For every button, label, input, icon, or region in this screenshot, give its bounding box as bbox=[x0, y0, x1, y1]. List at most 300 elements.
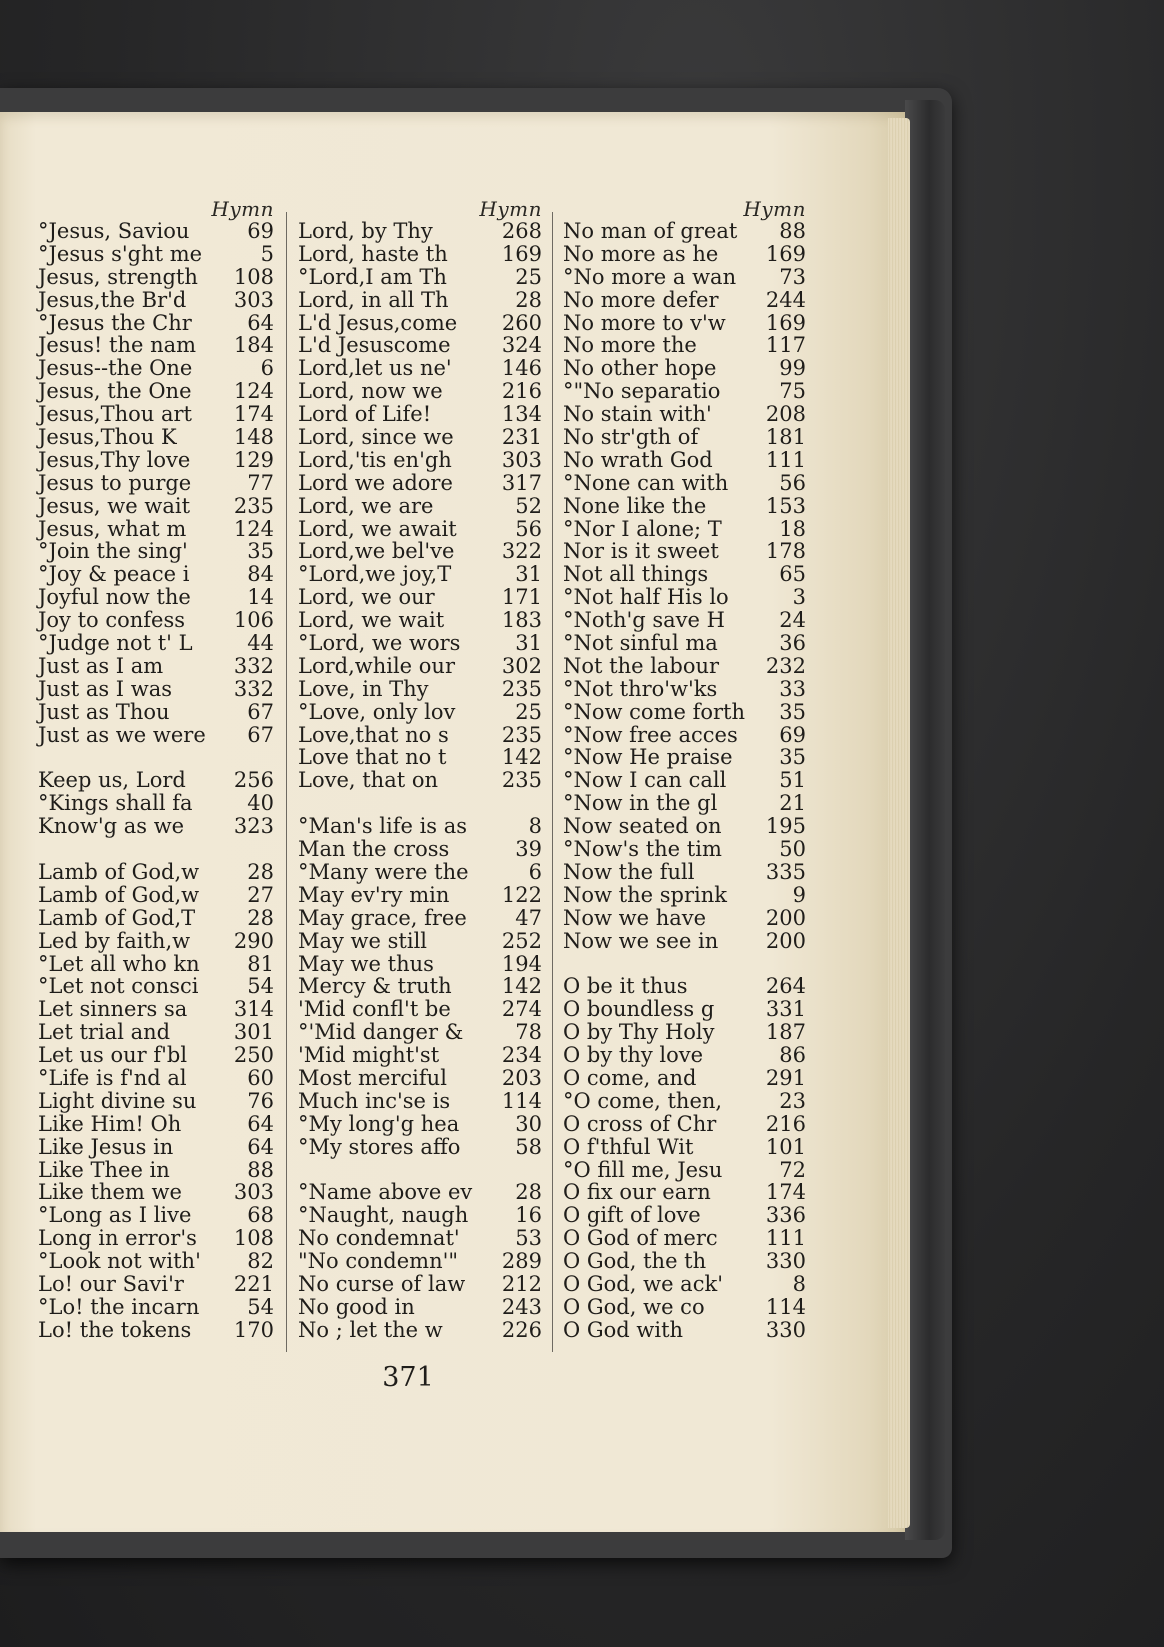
index-entry bbox=[38, 1204, 274, 1227]
hymn-number: 88 bbox=[779, 219, 806, 243]
first-line-text: °Jesus the Chr bbox=[38, 310, 192, 335]
hymn-number: 58 bbox=[515, 1134, 542, 1159]
hymn-number: 290 bbox=[233, 928, 274, 953]
index-entry bbox=[38, 1067, 274, 1090]
first-line-text: Lord, by Thy bbox=[298, 219, 433, 243]
index-entry bbox=[298, 1250, 542, 1273]
index-entry bbox=[563, 1273, 806, 1296]
index-entry bbox=[298, 1204, 542, 1227]
first-line-text: "No condemn'" bbox=[298, 1249, 459, 1274]
hymn-number: 64 bbox=[247, 1111, 274, 1136]
index-entry bbox=[298, 1090, 542, 1113]
hymn-number: 99 bbox=[779, 356, 806, 381]
index-entry bbox=[563, 586, 806, 609]
index-entry bbox=[563, 609, 806, 632]
index-entry bbox=[563, 792, 806, 815]
hymn-number: 195 bbox=[765, 814, 806, 839]
first-line-text: °Lord,I am Th bbox=[298, 264, 447, 289]
first-line-text: Lord of Life! bbox=[298, 402, 432, 427]
hymn-number: 174 bbox=[233, 402, 274, 427]
first-line-text: °Nor I alone; T bbox=[563, 516, 722, 541]
first-line-text: Jesus to purge bbox=[38, 470, 192, 495]
section-gap bbox=[298, 792, 542, 815]
hymn-number: 14 bbox=[247, 585, 274, 610]
index-entry bbox=[563, 746, 806, 769]
first-line-text: Lord, in all Th bbox=[298, 287, 449, 312]
first-line-text: Jesus, the One bbox=[38, 379, 192, 404]
first-line-text: °No more a wan bbox=[563, 264, 737, 289]
index-entry bbox=[38, 609, 274, 632]
first-line-text: Jesus,the Br'd bbox=[38, 287, 187, 312]
first-line-text: Lamb of God,w bbox=[38, 882, 200, 907]
hymn-number: 174 bbox=[765, 1180, 806, 1205]
hymn-number: 73 bbox=[779, 264, 806, 289]
hymn-number: 208 bbox=[765, 402, 806, 427]
index-entry bbox=[563, 1159, 806, 1182]
first-line-text: Just as Thou bbox=[38, 699, 170, 724]
first-line-text: °O come, then, bbox=[563, 1088, 723, 1113]
index-entry bbox=[563, 815, 806, 838]
first-line-text: °Life is f'nd al bbox=[38, 1065, 187, 1090]
first-line-text: °Now I can call bbox=[563, 768, 727, 793]
first-line-text: No good in bbox=[298, 1294, 415, 1319]
first-line-text: °Not thro'w'ks bbox=[563, 676, 718, 701]
index-entry bbox=[563, 243, 806, 266]
first-line-text: Lord, since we bbox=[298, 425, 454, 450]
first-line-text: Jesus,Thou K bbox=[38, 425, 177, 450]
first-line-text: Just as I am bbox=[38, 653, 164, 678]
index-entry bbox=[298, 975, 542, 998]
hymn-number: 64 bbox=[247, 1134, 274, 1159]
index-entry bbox=[563, 334, 806, 357]
index-entry bbox=[38, 907, 274, 930]
index-entry bbox=[38, 312, 274, 335]
index-entry bbox=[563, 1021, 806, 1044]
hymn-number: 124 bbox=[233, 516, 274, 541]
first-line-text: °Not sinful ma bbox=[563, 631, 718, 656]
index-entry bbox=[38, 975, 274, 998]
first-line-text: O fix our earn bbox=[563, 1180, 711, 1205]
first-line-text: °O fill me, Jesu bbox=[563, 1157, 723, 1182]
index-entry bbox=[298, 495, 542, 518]
hymn-number: 301 bbox=[233, 1020, 274, 1045]
index-entry bbox=[563, 426, 806, 449]
first-line-text: O gift of love bbox=[563, 1203, 701, 1228]
hymn-number: 8 bbox=[528, 814, 542, 839]
hymn-number: 169 bbox=[501, 241, 542, 266]
hymn-number: 203 bbox=[501, 1065, 542, 1090]
first-line-text: 'Mid might'st bbox=[298, 1043, 440, 1068]
first-line-text: O God of merc bbox=[563, 1226, 718, 1251]
first-line-text: Joyful now the bbox=[38, 585, 191, 610]
hymn-number: 332 bbox=[233, 676, 274, 701]
first-line-text: O God, the th bbox=[563, 1249, 707, 1274]
hymn-number: 81 bbox=[247, 951, 274, 976]
hymn-number: 77 bbox=[247, 470, 274, 495]
index-entry bbox=[38, 632, 274, 655]
first-line-text: Much inc'se is bbox=[298, 1088, 451, 1113]
hymn-number: 72 bbox=[779, 1157, 806, 1182]
index-entry bbox=[563, 632, 806, 655]
index-column-3 bbox=[563, 198, 806, 1342]
index-entry bbox=[38, 724, 274, 747]
hymn-number: 31 bbox=[515, 631, 542, 656]
hymn-number: 200 bbox=[765, 928, 806, 953]
hymn-number: 30 bbox=[515, 1111, 542, 1136]
first-line-text: No condemnat' bbox=[298, 1226, 460, 1251]
first-line-text: °None can with bbox=[563, 470, 729, 495]
first-line-text: °Many were the bbox=[298, 859, 469, 884]
index-entry bbox=[298, 518, 542, 541]
index-entry bbox=[38, 266, 274, 289]
index-entry bbox=[298, 266, 542, 289]
first-line-text: O f'thful Wit bbox=[563, 1134, 694, 1159]
hymn-number: 302 bbox=[501, 653, 542, 678]
index-entry bbox=[298, 312, 542, 335]
hymn-number: 9 bbox=[792, 882, 806, 907]
hymn-number: 226 bbox=[501, 1317, 542, 1342]
hymn-number: 3 bbox=[792, 585, 806, 610]
hymn-number: 184 bbox=[233, 333, 274, 358]
first-line-text: °Joy & peace i bbox=[38, 562, 190, 587]
hymn-number: 39 bbox=[515, 837, 542, 862]
first-line-text: Lo! our Savi'r bbox=[38, 1271, 184, 1296]
index-entry bbox=[38, 769, 274, 792]
section-gap bbox=[38, 746, 274, 769]
first-line-text: °Let all who kn bbox=[38, 951, 200, 976]
first-line-text: No curse of law bbox=[298, 1271, 466, 1296]
index-entry bbox=[38, 495, 274, 518]
hymn-number: 54 bbox=[247, 974, 274, 999]
first-line-text: Jesus! the nam bbox=[38, 333, 197, 358]
hymn-number: 231 bbox=[501, 425, 542, 450]
index-entry bbox=[563, 838, 806, 861]
hymn-number: 21 bbox=[779, 791, 806, 816]
first-line-text: No str'gth of bbox=[563, 425, 699, 450]
hymn-number: 31 bbox=[515, 562, 542, 587]
index-entry bbox=[563, 1044, 806, 1067]
first-line-text: °Naught, naugh bbox=[298, 1203, 469, 1228]
first-line-text: Jesus,Thou art bbox=[38, 402, 192, 427]
first-line-text: Man the cross bbox=[298, 837, 450, 862]
index-entry bbox=[563, 380, 806, 403]
first-line-text: Like Him! Oh bbox=[38, 1111, 182, 1136]
index-entry bbox=[563, 540, 806, 563]
index-entry bbox=[38, 472, 274, 495]
index-entry bbox=[38, 1090, 274, 1113]
hymn-number: 235 bbox=[501, 722, 542, 747]
index-entry bbox=[298, 655, 542, 678]
hymn-number: 18 bbox=[779, 516, 806, 541]
index-entry bbox=[298, 769, 542, 792]
hymn-number: 114 bbox=[501, 1088, 542, 1113]
first-line-text: Just as we were bbox=[38, 722, 206, 747]
index-entry bbox=[298, 289, 542, 312]
index-entry bbox=[298, 243, 542, 266]
first-line-text: Like them we bbox=[38, 1180, 182, 1205]
page-stack-edge bbox=[888, 118, 910, 1528]
hymn-number: 35 bbox=[247, 539, 274, 564]
index-entry bbox=[38, 1250, 274, 1273]
index-entry bbox=[38, 1113, 274, 1136]
first-line-text: Now we have bbox=[563, 905, 707, 930]
index-entry bbox=[38, 701, 274, 724]
hymn-number: 64 bbox=[247, 310, 274, 335]
first-line-text: Lord, we are bbox=[298, 493, 434, 518]
hymn-number: 50 bbox=[779, 837, 806, 862]
index-entry bbox=[38, 1159, 274, 1182]
hymn-number: 146 bbox=[501, 356, 542, 381]
index-entry bbox=[38, 1319, 274, 1342]
index-entry bbox=[298, 701, 542, 724]
hymn-number: 78 bbox=[515, 1020, 542, 1045]
hymn-number: 67 bbox=[247, 722, 274, 747]
first-line-text: Lord, we await bbox=[298, 516, 457, 541]
first-line-text: °Now He praise bbox=[563, 745, 733, 770]
first-line-text: Lord, haste th bbox=[298, 241, 448, 266]
hymn-number: 33 bbox=[779, 676, 806, 701]
index-entry bbox=[38, 403, 274, 426]
hymn-number: 142 bbox=[501, 974, 542, 999]
index-entry bbox=[38, 449, 274, 472]
first-line-text: Let trial and bbox=[38, 1020, 171, 1045]
first-line-text: O by Thy Holy bbox=[563, 1020, 715, 1045]
first-line-text: Jesus, we wait bbox=[38, 493, 191, 518]
first-line-text: L'd Jesuscome bbox=[298, 333, 451, 358]
first-line-text: °Now's the tim bbox=[563, 837, 722, 862]
index-entry bbox=[298, 861, 542, 884]
hymn-number: 216 bbox=[501, 379, 542, 404]
index-entry bbox=[563, 449, 806, 472]
index-column-2 bbox=[298, 198, 542, 1342]
first-line-text: Jesus, strength bbox=[38, 264, 198, 289]
hymn-number: 322 bbox=[501, 539, 542, 564]
first-line-text: Love, that on bbox=[298, 768, 438, 793]
hymn-number: 243 bbox=[501, 1294, 542, 1319]
index-entry bbox=[298, 724, 542, 747]
index-entry bbox=[298, 403, 542, 426]
hymn-number: 111 bbox=[765, 447, 806, 472]
index-entry bbox=[563, 403, 806, 426]
hymn-number: 291 bbox=[765, 1065, 806, 1090]
index-entry bbox=[298, 1136, 542, 1159]
index-entry bbox=[38, 815, 274, 838]
first-line-text: No more to v'w bbox=[563, 310, 726, 335]
first-line-text: °Look not with' bbox=[38, 1249, 201, 1274]
index-entry bbox=[38, 792, 274, 815]
index-entry bbox=[298, 357, 542, 380]
index-entry bbox=[38, 334, 274, 357]
first-line-text: No stain with' bbox=[563, 402, 712, 427]
hymn-number: 69 bbox=[779, 722, 806, 747]
first-line-text: Lord,we bel've bbox=[298, 539, 455, 564]
index-entry bbox=[563, 495, 806, 518]
hymn-number: 235 bbox=[501, 768, 542, 793]
first-line-text: °My long'g hea bbox=[298, 1111, 460, 1136]
first-line-text: No more the bbox=[563, 333, 697, 358]
index-entry bbox=[38, 357, 274, 380]
first-line-text: Keep us, Lord bbox=[38, 768, 186, 793]
hymn-number: 252 bbox=[501, 928, 542, 953]
hymn-number: 170 bbox=[233, 1317, 274, 1342]
hymn-number: 44 bbox=[247, 631, 274, 656]
first-line-text: Lord,while our bbox=[298, 653, 455, 678]
first-line-text: Love, in Thy bbox=[298, 676, 429, 701]
first-line-text: Most merciful bbox=[298, 1065, 447, 1090]
first-line-text: °Name above ev bbox=[298, 1180, 473, 1205]
hymn-number: 111 bbox=[765, 1226, 806, 1251]
hymn-number: 336 bbox=[765, 1203, 806, 1228]
index-entry bbox=[298, 1021, 542, 1044]
hymn-number: 76 bbox=[247, 1088, 274, 1113]
index-entry bbox=[298, 953, 542, 976]
hymn-number: 28 bbox=[515, 287, 542, 312]
hymn-number: 264 bbox=[765, 974, 806, 999]
hymn-number: 323 bbox=[233, 814, 274, 839]
first-line-text: °Love, only lov bbox=[298, 699, 456, 724]
hymn-number: 221 bbox=[233, 1271, 274, 1296]
index-entry bbox=[563, 1067, 806, 1090]
index-entry bbox=[298, 632, 542, 655]
first-line-text: Lord,'tis en'gh bbox=[298, 447, 452, 472]
index-entry bbox=[298, 563, 542, 586]
index-entry bbox=[563, 1296, 806, 1319]
first-line-text: °Now free acces bbox=[563, 722, 738, 747]
first-line-text: Mercy & truth bbox=[298, 974, 452, 999]
hymn-number: 56 bbox=[779, 470, 806, 495]
index-entry bbox=[38, 289, 274, 312]
hymn-number: 178 bbox=[765, 539, 806, 564]
first-line-text: Nor is it sweet bbox=[563, 539, 719, 564]
hymn-number: 232 bbox=[765, 653, 806, 678]
index-entry bbox=[38, 243, 274, 266]
hymn-number: 129 bbox=[233, 447, 274, 472]
first-line-text: May we still bbox=[298, 928, 428, 953]
hymn-number: 88 bbox=[247, 1157, 274, 1182]
index-entry bbox=[298, 746, 542, 769]
index-entry bbox=[38, 930, 274, 953]
hymn-number: 303 bbox=[233, 287, 274, 312]
first-line-text: °Jesus s'ght me bbox=[38, 241, 203, 266]
hymn-number: 324 bbox=[501, 333, 542, 358]
hymn-number: 122 bbox=[501, 882, 542, 907]
hymn-number: 235 bbox=[233, 493, 274, 518]
hymn-number: 153 bbox=[765, 493, 806, 518]
first-line-text: Love that no t bbox=[298, 745, 447, 770]
index-entry bbox=[38, 1044, 274, 1067]
index-entry bbox=[563, 1250, 806, 1273]
first-line-text: O come, and bbox=[563, 1065, 697, 1090]
hymn-number: 216 bbox=[765, 1111, 806, 1136]
first-line-text: °My stores affo bbox=[298, 1134, 461, 1159]
index-entry bbox=[298, 1113, 542, 1136]
first-line-text: Now the sprink bbox=[563, 882, 727, 907]
column-header: Hymn bbox=[479, 197, 542, 221]
hymn-number: 69 bbox=[247, 219, 274, 243]
index-entry bbox=[563, 289, 806, 312]
hymn-number: 6 bbox=[260, 356, 274, 381]
hymn-number: 23 bbox=[779, 1088, 806, 1113]
first-line-text: No ; let the w bbox=[298, 1317, 443, 1342]
hymn-number: 28 bbox=[515, 1180, 542, 1205]
index-entry bbox=[38, 380, 274, 403]
hymn-number: 25 bbox=[515, 264, 542, 289]
hymn-number: 6 bbox=[528, 859, 542, 884]
index-entry bbox=[563, 907, 806, 930]
hymn-number: 142 bbox=[501, 745, 542, 770]
hymn-number: 65 bbox=[779, 562, 806, 587]
index-entry bbox=[298, 1067, 542, 1090]
hymn-number: 289 bbox=[501, 1249, 542, 1274]
hymn-number: 260 bbox=[501, 310, 542, 335]
hymn-number: 194 bbox=[501, 951, 542, 976]
index-entry bbox=[298, 609, 542, 632]
column-header: Hymn bbox=[211, 197, 274, 221]
index-entry bbox=[563, 678, 806, 701]
first-line-text: Like Jesus in bbox=[38, 1134, 174, 1159]
index-entry bbox=[563, 930, 806, 953]
hymn-number: 40 bbox=[247, 791, 274, 816]
hymn-number: 24 bbox=[779, 608, 806, 633]
page-number: 371 bbox=[382, 1362, 434, 1393]
first-line-text: Lord, now we bbox=[298, 379, 443, 404]
hymn-number: 303 bbox=[501, 447, 542, 472]
first-line-text: Long in error's bbox=[38, 1226, 197, 1251]
hymn-number: 54 bbox=[247, 1294, 274, 1319]
first-line-text: Joy to confess bbox=[38, 608, 186, 633]
hymn-number: 274 bbox=[501, 997, 542, 1022]
hymn-number: 335 bbox=[765, 859, 806, 884]
first-line-text: °Not half His lo bbox=[563, 585, 729, 610]
hymn-number: 234 bbox=[501, 1043, 542, 1068]
hymn-number: 169 bbox=[765, 310, 806, 335]
first-line-text: No more as he bbox=[563, 241, 719, 266]
hymn-number: 67 bbox=[247, 699, 274, 724]
first-line-text: °Now come forth bbox=[563, 699, 746, 724]
hymn-number: 212 bbox=[501, 1271, 542, 1296]
first-line-text: Not the labour bbox=[563, 653, 720, 678]
hymn-number: 330 bbox=[765, 1317, 806, 1342]
hymn-number: 171 bbox=[501, 585, 542, 610]
section-gap bbox=[38, 838, 274, 861]
hymn-number: 187 bbox=[765, 1020, 806, 1045]
index-entry bbox=[298, 1273, 542, 1296]
first-line-text: 'Mid confl't be bbox=[298, 997, 451, 1022]
index-entry bbox=[563, 769, 806, 792]
index-entry bbox=[38, 953, 274, 976]
index-entry bbox=[563, 1319, 806, 1342]
index-entry bbox=[563, 1227, 806, 1250]
first-line-text: °Judge not t' L bbox=[38, 631, 193, 656]
index-entry bbox=[563, 518, 806, 541]
index-entry bbox=[563, 998, 806, 1021]
first-line-text: °Lord,we joy,T bbox=[298, 562, 452, 587]
index-entry bbox=[298, 1227, 542, 1250]
first-line-text: °Join the sing' bbox=[38, 539, 188, 564]
first-line-text: Jesus--the One bbox=[38, 356, 193, 381]
hymn-number: 268 bbox=[501, 219, 542, 243]
first-line-text: °Noth'g save H bbox=[563, 608, 725, 633]
column-divider-1 bbox=[286, 212, 287, 1352]
first-line-text: °Now in the gl bbox=[563, 791, 718, 816]
first-line-text: Now the full bbox=[563, 859, 695, 884]
first-line-text: Love,that no s bbox=[298, 722, 449, 747]
hymn-number: 331 bbox=[765, 997, 806, 1022]
hymn-number: 53 bbox=[515, 1226, 542, 1251]
hymn-number: 108 bbox=[233, 264, 274, 289]
first-line-text: O God, we ack' bbox=[563, 1271, 723, 1296]
index-entry bbox=[563, 1136, 806, 1159]
